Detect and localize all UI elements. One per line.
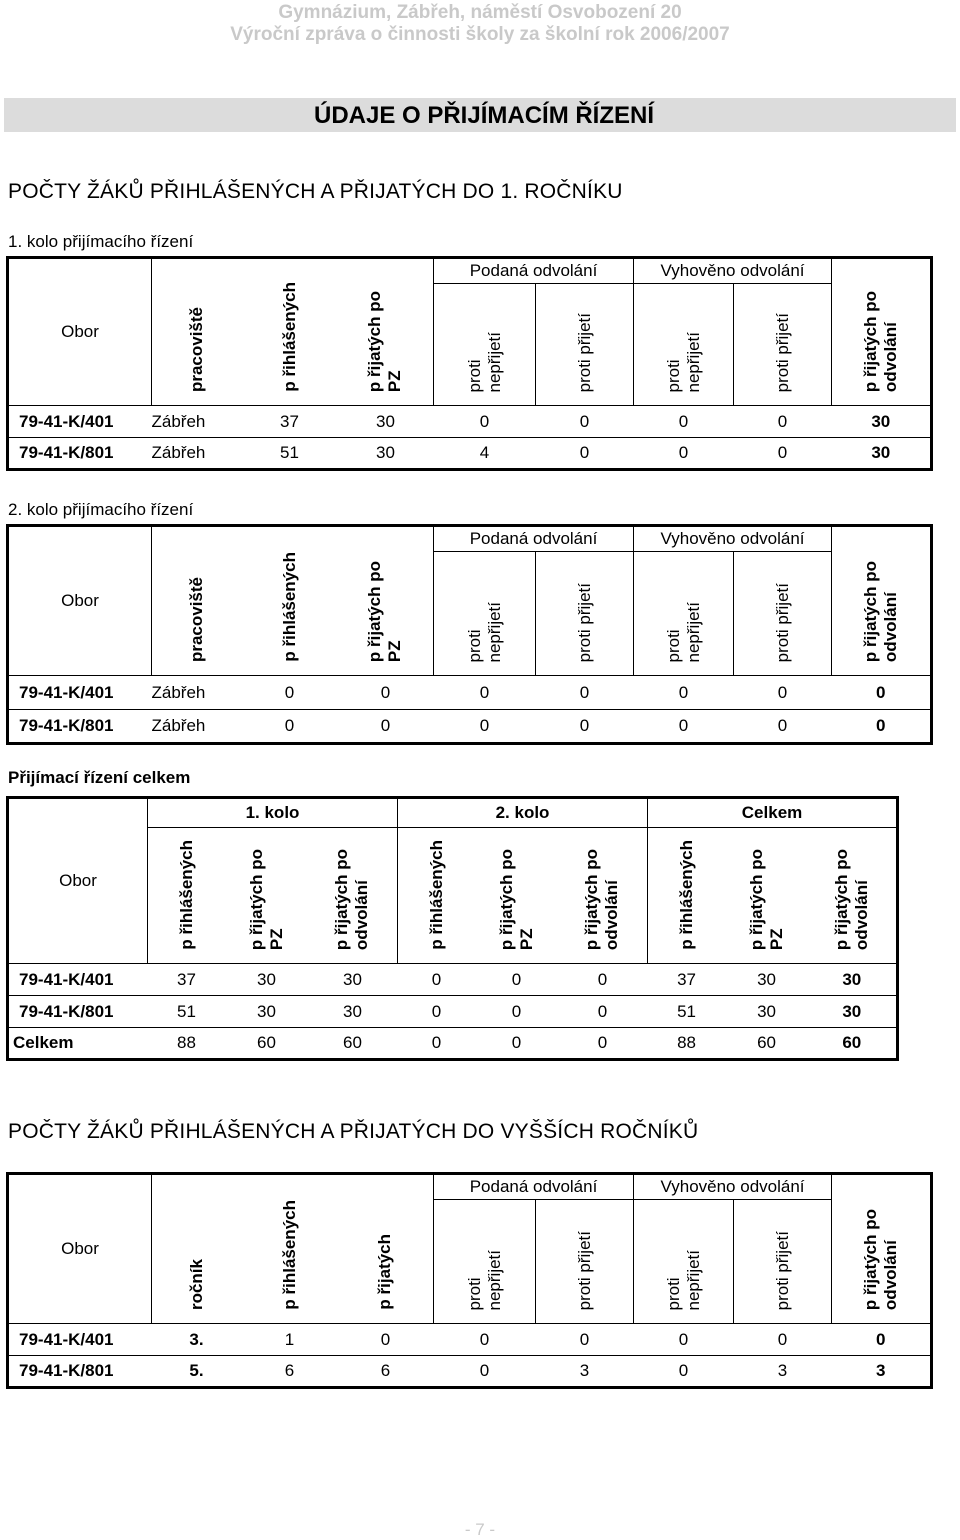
prihlasenych-header: p řihlášených xyxy=(279,1200,299,1310)
proti-prijeti-header: proti přijetí xyxy=(574,582,594,662)
prijatych-pz-header: p řijatých po PZ xyxy=(365,290,405,392)
prijatych-odvolani-header: p řijatých po odvolání xyxy=(582,848,622,950)
school-header: Gymnázium, Zábřeh, náměstí Osvobození 20 xyxy=(278,2,682,23)
section-banner xyxy=(4,98,956,132)
rocnik-header: ročník xyxy=(186,1258,206,1310)
round2-label: 2. kolo přijímacího řízení xyxy=(8,500,194,519)
round1-label: 1. kolo přijímacího řízení xyxy=(8,232,194,251)
proti-neprijeti-header: proti nepřijetí xyxy=(464,1249,504,1310)
prijatych-odvolani-header: p řijatých po odvolání xyxy=(861,1208,901,1310)
table-row: 79-41-K/801 5. 6 6 0 3 0 3 3 xyxy=(8,1356,932,1388)
prijatych-pz-header: p řijatých po PZ xyxy=(496,848,536,950)
prihlasenych-header: p řihlášených xyxy=(426,840,446,950)
prijatych-pz-header: p řijatých po PZ xyxy=(746,848,786,950)
podana-header: Podaná odvolání xyxy=(434,526,634,552)
proti-neprijeti-header: proti nepřijetí xyxy=(663,601,703,662)
pracoviste-header: pracoviště xyxy=(186,576,206,662)
table-row: 79-41-K/401 Zábřeh 0 0 0 0 0 0 0 xyxy=(8,676,932,710)
proti-prijeti-header: proti přijetí xyxy=(574,312,594,392)
prihlasenych-header: p řihlášených xyxy=(176,840,196,950)
group-header-celkem: Celkem xyxy=(648,798,898,828)
proti-prijeti-header: proti přijetí xyxy=(574,1230,594,1310)
vyhoveno-header: Vyhověno odvolání xyxy=(634,258,832,284)
prijatych-pz-header: p řijatých po PZ xyxy=(365,560,405,662)
total-table xyxy=(6,796,899,1061)
prihlasenych-header: p řihlášených xyxy=(279,282,299,392)
proti-neprijeti-header: proti nepřijetí xyxy=(663,1249,703,1310)
prijatych-odvolani-header: p řijatých po odvolání xyxy=(861,290,901,392)
prijatych-pz-header: p řijatých po PZ xyxy=(246,848,286,950)
table-row-total: Celkem 88 60 60 0 0 0 88 60 60 xyxy=(8,1028,898,1060)
section1-title: POČTY ŽÁKŮ PŘIHLÁŠENÝCH A PŘIJATÝCH DO 1. ROČNÍKU xyxy=(8,180,623,203)
table-row: 79-41-K/401 Zábřeh 37 30 0 0 0 0 30 xyxy=(8,406,932,438)
table-row: 79-41-K/801 Zábřeh 0 0 0 0 0 0 0 xyxy=(8,710,932,744)
round2-table xyxy=(6,524,933,745)
prijatych-odvolani-header: p řijatých po odvolání xyxy=(861,560,901,662)
page-number: - 7 - xyxy=(464,1520,496,1539)
proti-neprijeti-header: proti nepřijetí xyxy=(464,601,504,662)
total-label: Přijímací řízení celkem xyxy=(8,768,191,787)
prihlasenych-header: p řihlášených xyxy=(279,552,299,662)
group-header-kolo1: 1. kolo xyxy=(148,798,398,828)
obor-header: Obor xyxy=(8,1174,152,1324)
obor-header: Obor xyxy=(8,258,152,406)
section2-title: POČTY ŽÁKŮ PŘIHLÁŠENÝCH A PŘIJATÝCH DO VYŠŠÍCH ROČNÍKŮ xyxy=(8,1120,699,1143)
table-row: 79-41-K/801 Zábřeh 51 30 4 0 0 0 30 xyxy=(8,438,932,470)
obor-header: Obor xyxy=(8,526,152,676)
report-header: Výroční zpráva o činnosti školy za školní rok 2006/2007 xyxy=(230,24,730,45)
pracoviste-header: pracoviště xyxy=(186,306,206,392)
podana-header: Podaná odvolání xyxy=(434,1174,634,1200)
banner-title: ÚDAJE O PŘIJÍMACÍM ŘÍZENÍ xyxy=(313,102,655,129)
round1-table xyxy=(6,256,933,471)
prijatych-odvolani-header: p řijatých po odvolání xyxy=(332,848,372,950)
upper-grades-table xyxy=(6,1172,933,1389)
prijatych-header: p řijatých xyxy=(375,1234,395,1310)
proti-neprijeti-header: proti nepřijetí xyxy=(464,331,504,392)
group-header-kolo2: 2. kolo xyxy=(398,798,648,828)
vyhoveno-header: Vyhověno odvolání xyxy=(634,526,832,552)
obor-header: Obor xyxy=(8,798,148,964)
table-row: 79-41-K/401 3. 1 0 0 0 0 0 0 xyxy=(8,1324,932,1356)
prijatych-odvolani-header: p řijatých po odvolání xyxy=(831,848,871,950)
table-row: 79-41-K/801 51 30 30 0 0 0 51 30 30 xyxy=(8,996,898,1028)
proti-prijeti-header: proti přijetí xyxy=(772,582,792,662)
prihlasenych-header: p řihlášených xyxy=(676,840,696,950)
table-row: 79-41-K/401 37 30 30 0 0 0 37 30 30 xyxy=(8,964,898,996)
podana-header: Podaná odvolání xyxy=(434,258,634,284)
proti-prijeti-header: proti přijetí xyxy=(772,312,792,392)
vyhoveno-header: Vyhověno odvolání xyxy=(634,1174,832,1200)
proti-neprijeti-header: proti nepřijetí xyxy=(663,331,703,392)
proti-prijeti-header: proti přijetí xyxy=(772,1230,792,1310)
